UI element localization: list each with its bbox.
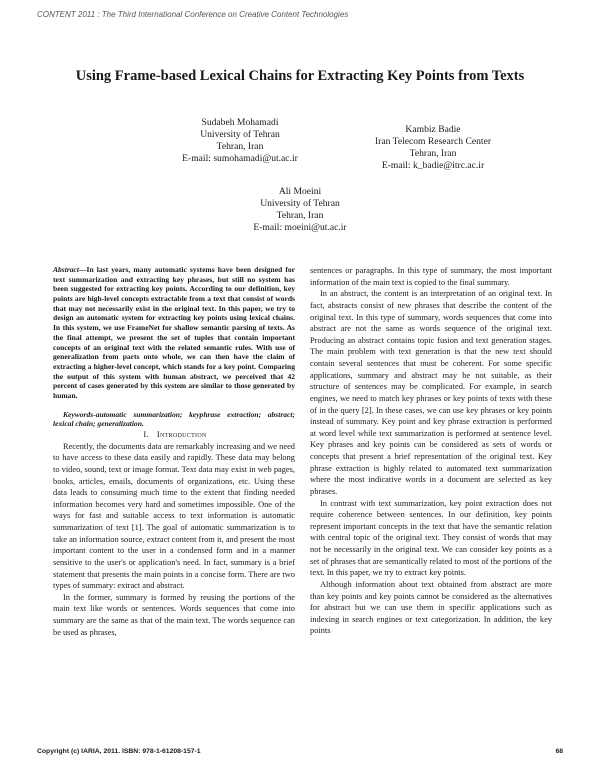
- running-header: CONTENT 2011 : The Third International Conference on Creative Content Technologies: [37, 10, 349, 19]
- author-name: Kambiz Badie: [405, 124, 461, 135]
- body-paragraph: sentences or paragraphs. In this type of summary, the most important information of the main text is copied to the final summary.: [310, 266, 552, 287]
- left-column: [53, 265, 295, 638]
- author-block-1: [165, 117, 315, 165]
- abstract-text: —In last years, many automatic systems have been designed for text summarization and extracting key phrases, but still no system has been suggested for extracting key points. According to our definition, key points are high-level concepts extractable from a text that consist of words that may not necessarily exist in the original text. In this paper, we try to design an automatic system for extracting key points using lexical chains. In this system, we use FrameNet for shallow semantic parsing of texts. As the final attempt, we present the set of tuples that contain important concepts of an original text with the related semantic rules. With use of generalization from parts onto whole, we can then have the claim of extracting a higher-level concept, which stands for a key point. Comparing the output of this system with human abstract, we perceived that 42 percent of cases generated by this system are similar to those generated by human.: [53, 265, 295, 400]
- author-name: Sudabeh Mohamadi: [201, 117, 279, 128]
- body-paragraph: In the former, summary is formed by reusing the portions of the main text like words or sentences. Words sequences that come into summary are the same as that of the main text. The words sequence can be used as phrases,: [53, 592, 295, 637]
- page-footer: [37, 748, 563, 755]
- abstract-label: Abstract: [53, 265, 79, 274]
- body-paragraph: In an abstract, the content is an interpretation of an original text. In fact, abstracts consist of new phrases that describe the content of the original text. In this type of summary, words sequences that come into abstract are not the same as words sequence of the original text. Producing an abstract contains topic fusion and text generation stages. The main problem with text generation is that the new text should contain several sentences that must be coherent. For some specific applications, summary and abstract may be not suitable, as their structure of sentences may be complicated. For example, in search engines, we need to match key phrases or key points of texts with these of in the query [2]. In these cases, we can use key phrases or key points instead of summary. Key point and key phrase extraction is performed at word level while text summarization is performed at sentence level. Key phrases and key points can be considered as sets of words or concepts that present a brief representation of the original text. Key phrase extraction is highly related to automated text summarization where the most indicative words in a document are selected as key phrases.: [310, 289, 552, 496]
- paper-title: Using Frame-based Lexical Chains for Extracting Key Points from Texts: [75, 68, 525, 84]
- author-affiliation: University of Tehran: [200, 129, 280, 140]
- author-affiliation: University of Tehran: [260, 198, 340, 209]
- section-title: Introduction: [156, 430, 207, 439]
- footer-copyright: Copyright (c) IARIA, 2011. ISBN: 978-1-61208-157-1: [37, 748, 201, 755]
- section-number: I.: [143, 430, 149, 439]
- author-email: E-mail: sumohamadi@ut.ac.ir: [182, 153, 298, 164]
- author-location: Tehran, Iran: [216, 141, 264, 152]
- author-name: Ali Moeini: [278, 186, 322, 197]
- section-heading: [53, 429, 295, 441]
- author-block-3: [215, 186, 385, 234]
- author-location: Tehran, Iran: [409, 148, 457, 159]
- body-paragraph: Although information about text obtained from abstract are more than key points and key points cannot be considered as the alternatives for abstract but we can use them in specific applications such as indexing in search engines or text categorization. In addition, the key points: [310, 579, 552, 636]
- body-paragraph: Recently, the documents data are remarkably increasing and we need to have access to these data easily and rapidly. These data may belong to video, sound, text or image format. Text data may exist in web pages, books, articles, emails, documents of organizations, etc. Using these data leads to consuming much time to the extent that finding needed information becomes very hard and sometimes impossible. One of the ways for fast and suitable access to text information is automatic summarization of text [1]. The goal of automatic summarization is to take an information source, extract content from it, and present the most important content to the user in a condensed form and in a manner sensitive to the user's or application's need. In fact, summary is a brief statement that presents the main points in a concise form. There are two types of summary: extract and abstract.: [53, 441, 295, 591]
- author-affiliation: Iran Telecom Research Center: [374, 136, 492, 147]
- body-paragraph: In contrast with text summarization, key point extraction does not require coherence between sentences. In our definition, key points represent important concepts in the text that have the semantic relation with central topic of the original text. They consist of words that may not be necessarily in the original text. We can consider key points as a set of phrases that are semantically related to most of the portions of the text. In this paper, we try to extract key points.: [310, 498, 552, 578]
- right-column: [310, 265, 552, 637]
- author-block-2: [348, 124, 518, 172]
- keywords: Keywords-automatic summarization; keyphrase extraction; abstract; lexical chain; generalization.: [53, 409, 295, 429]
- author-email: E-mail: moeini@ut.ac.ir: [253, 222, 347, 233]
- abstract: [53, 265, 295, 401]
- author-email: E-mail: k_badie@itrc.ac.ir: [381, 160, 485, 171]
- page-number: 68: [555, 748, 563, 755]
- author-location: Tehran, Iran: [276, 210, 324, 221]
